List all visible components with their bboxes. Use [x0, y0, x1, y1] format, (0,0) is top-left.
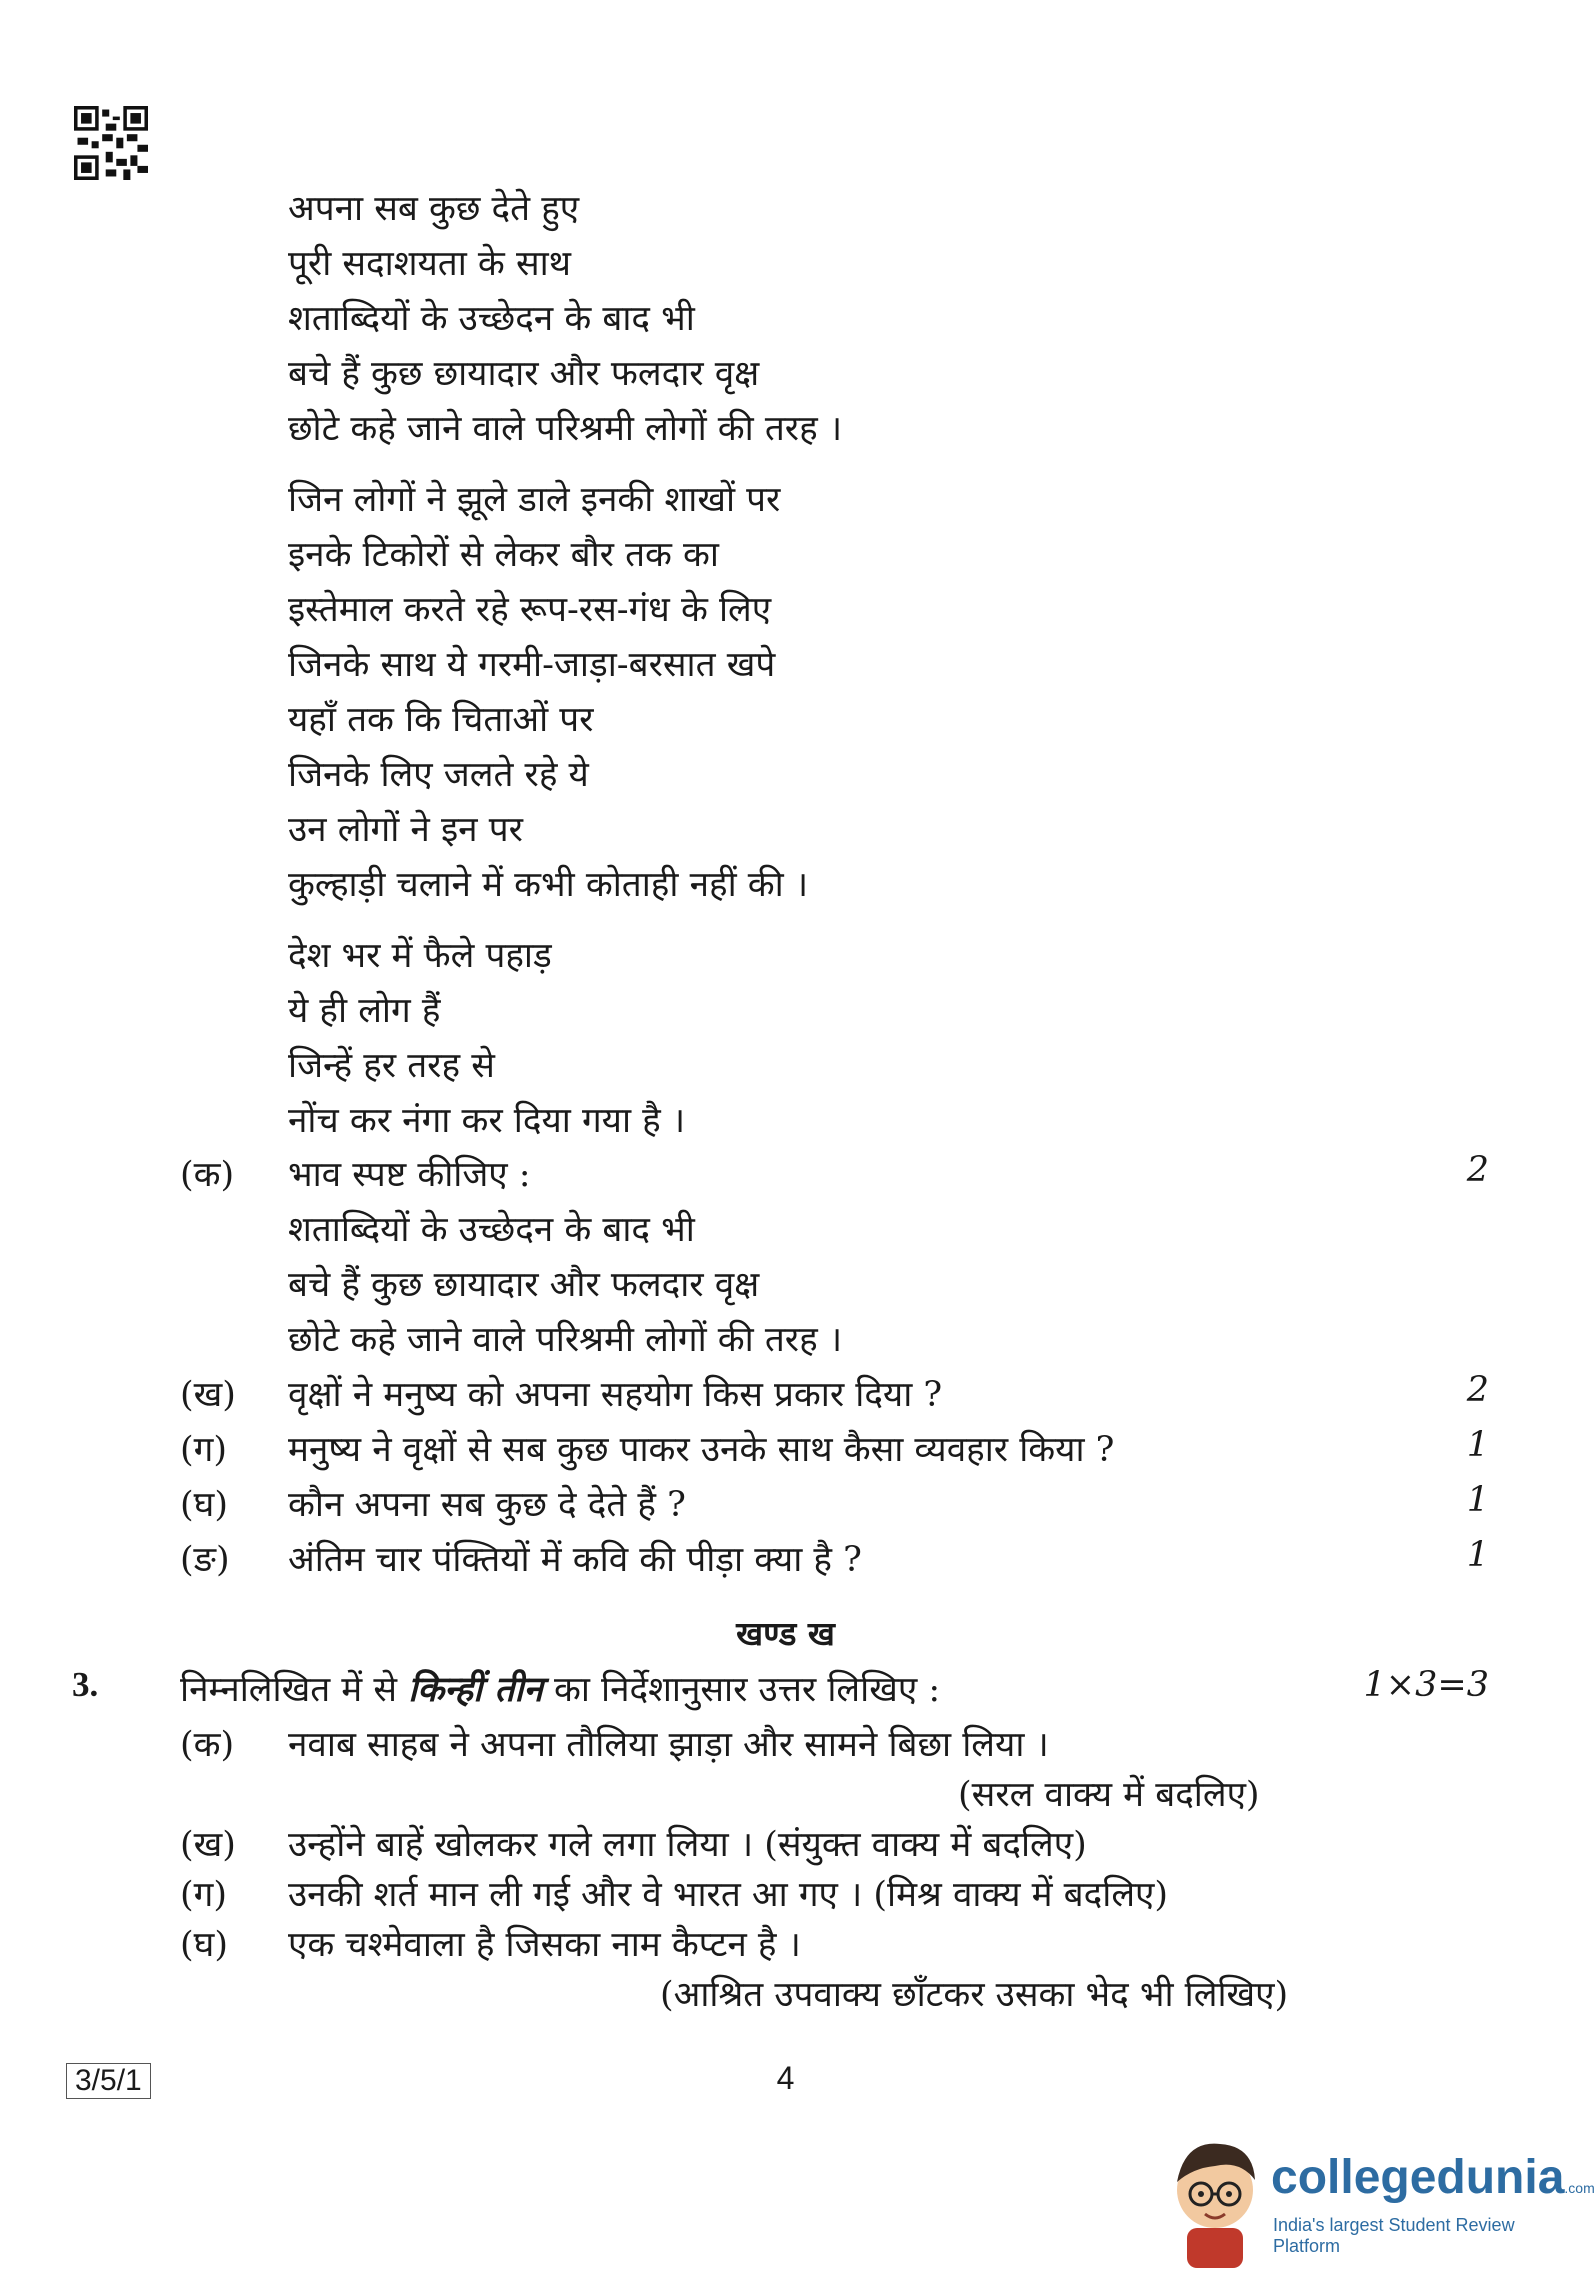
question-text: उन्होंने बाहें खोलकर गले लगा लिया । (संयुक्त वाक्य में बदलिए)	[288, 1825, 1087, 1865]
question-text: कौन अपना सब कुछ दे देते हैं ?	[288, 1485, 686, 1525]
quote-line: छोटे कहे जाने वाले परिश्रमी लोगों की तरह ।	[288, 1320, 843, 1360]
paper-code: 3/5/1	[66, 2063, 151, 2099]
instruction-emphasis: किन्हीं तीन	[408, 1669, 543, 1710]
poem-line: बचे हैं कुछ छायादार और फलदार वृक्ष	[288, 354, 760, 394]
marks: 1	[1466, 1535, 1489, 1575]
mascot-icon	[1165, 2130, 1265, 2270]
poem-line: कुल्हाड़ी चलाने में कभी कोताही नहीं की ।	[288, 865, 809, 905]
poem-line: जिन लोगों ने झूले डाले इनकी शाखों पर	[288, 480, 781, 520]
poem-line: उन लोगों ने इन पर	[288, 810, 523, 850]
question-text: वृक्षों ने मनुष्य को अपना सहयोग किस प्रकार दिया ?	[288, 1375, 943, 1415]
poem-line: पूरी सदाशयता के साथ	[288, 244, 572, 284]
poem-line: यहाँ तक कि चिताओं पर	[288, 700, 594, 740]
question-number: 3.	[72, 1665, 99, 1704]
poem-line: जिनके लिए जलते रहे ये	[288, 755, 589, 795]
poem-line: देश भर में फैले पहाड़	[288, 936, 552, 976]
instruction-part: का निर्देशानुसार उत्तर लिखिए :	[542, 1670, 941, 1710]
poem-stanza-1	[288, 182, 842, 457]
instruction-hint: (सरल वाक्य में बदलिए)	[958, 1775, 1260, 1815]
poem-line: इस्तेमाल करते रहे रूप-रस-गंध के लिए	[288, 590, 772, 630]
poem-line: ये ही लोग हैं	[288, 991, 441, 1031]
question-label: (ग)	[180, 1875, 228, 1915]
instruction-part: निम्नलिखित में से	[180, 1670, 409, 1710]
logo-tagline: India's largest Student Review Platform	[1273, 2215, 1515, 2256]
question-label: (ग)	[180, 1430, 228, 1470]
logo-wordmark	[1271, 2150, 1595, 2205]
question-text: अंतिम चार पंक्तियों में कवि की पीड़ा क्या है ?	[288, 1540, 862, 1580]
section-title: खण्ड ख	[736, 1614, 835, 1653]
question-label: (क)	[180, 1155, 235, 1195]
question-label: (ङ)	[180, 1540, 230, 1580]
poem-line: नोंच कर नंगा कर दिया गया है ।	[288, 1101, 686, 1141]
question-label: (घ)	[180, 1925, 228, 1965]
qr-code	[74, 106, 148, 180]
question-text: भाव स्पष्ट कीजिए :	[288, 1155, 531, 1195]
marks: 1×3=3	[1363, 1665, 1489, 1705]
logo-tld: .com	[1564, 2180, 1595, 2196]
poem	[288, 182, 842, 1165]
question-text: मनुष्य ने वृक्षों से सब कुछ पाकर उनके साथ कैसा व्यवहार किया ?	[288, 1430, 1115, 1470]
quote-line: शताब्दियों के उच्छेदन के बाद भी	[288, 1210, 695, 1250]
poem-stanza-3	[288, 929, 842, 1149]
instruction-hint: (आश्रित उपवाक्य छाँटकर उसका भेद भी लिखिए)	[660, 1975, 1289, 2015]
poem-line: जिन्हें हर तरह से	[288, 1046, 495, 1086]
question-label: (ख)	[180, 1825, 236, 1865]
question-text: एक चश्मेवाला है जिसका नाम कैप्टन है ।	[288, 1925, 801, 1965]
marks: 1	[1466, 1425, 1489, 1465]
quote-line: बचे हैं कुछ छायादार और फलदार वृक्ष	[288, 1265, 760, 1305]
question-label: (घ)	[180, 1485, 228, 1525]
poem-stanza-2	[288, 473, 842, 913]
poem-line: अपना सब कुछ देते हुए	[288, 189, 580, 229]
logo-name: collegedunia	[1271, 2151, 1565, 2204]
question-label: (क)	[180, 1725, 235, 1765]
poem-line: जिनके साथ ये गरमी-जाड़ा-बरसात खपे	[288, 645, 776, 685]
question-instruction	[180, 1665, 940, 1712]
page-number: 4	[776, 2060, 795, 2096]
question-text: नवाब साहब ने अपना तौलिया झाड़ा और सामने बिछा लिया ।	[288, 1725, 1049, 1765]
marks: 2	[1466, 1370, 1489, 1410]
poem-line: शताब्दियों के उच्छेदन के बाद भी	[288, 299, 695, 339]
question-text: उनकी शर्त मान ली गई और वे भारत आ गए । (मिश्र वाक्य में बदलिए)	[288, 1875, 1169, 1915]
poem-line: छोटे कहे जाने वाले परिश्रमी लोगों की तरह ।	[288, 409, 843, 449]
poem-line: इनके टिकोरों से लेकर बौर तक का	[288, 535, 719, 575]
question-label: (ख)	[180, 1375, 236, 1415]
marks: 2	[1466, 1150, 1489, 1190]
collegedunia-logo	[1165, 2130, 1595, 2275]
marks: 1	[1466, 1480, 1489, 1520]
